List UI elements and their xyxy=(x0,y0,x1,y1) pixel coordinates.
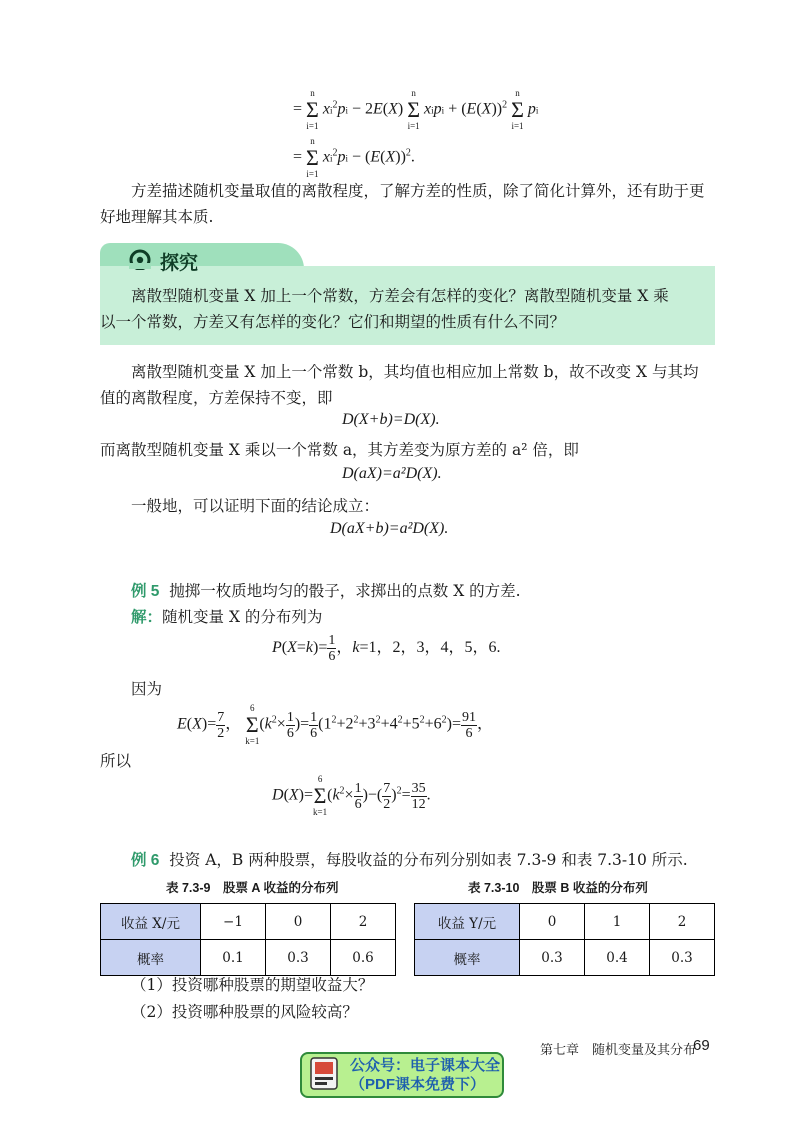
general-conclusion-paragraph: 一般地，可以证明下面的结论成立： xyxy=(131,497,380,515)
table-a-caption: 表 7.3-9 股票 A 收益的分布列 xyxy=(166,881,339,895)
eq-general: D(aX+b)=a²D(X). xyxy=(330,520,449,537)
table-b-cell: 0 xyxy=(520,904,585,940)
table-b-cell: 0.3 xyxy=(650,940,715,976)
variance-equation: D(X)= 6 Σ k=1 ($k^2\times$ $\frac{1}{6}$ )−( $\frac{7}{2}$ )$^2$= $\frac{35}{12}$ . xyxy=(272,774,431,817)
variance-derivation-line1: = n Σ i=1 $xi^2pi - 2E(X)$ n Σ i=1 xipi + $(E(X))^2$ n Σ i=1 pi xyxy=(293,88,539,131)
example6-label: 例 6 xyxy=(131,852,160,869)
add-constant-line1: 离散型随机变量 X 加上一个常数 b，其均值也相应加上常数 b，故不改变 X 与其均 xyxy=(131,363,699,381)
table-b-row-label: 收益 Y/元 xyxy=(415,904,520,940)
table-a-cell: −1 xyxy=(201,904,266,940)
eq-add-constant: D(X+b)=D(X). xyxy=(342,411,440,428)
table-b-cell: 0.3 xyxy=(520,940,585,976)
solution-label: 解： xyxy=(131,609,163,626)
expectation-equation: E(X)= $\frac{7}{2}$ ， 6 Σ k=1 ($k^2\times$ $\frac{1}{6}$ )= $\frac{1}{6}$ $(1^2+2^2+3^2+4^2+5^2+6^2)=$ $\frac{91}{6}$ ， xyxy=(177,703,494,746)
example5-solution xyxy=(131,604,322,631)
table-a-row-label: 概率 xyxy=(101,940,201,976)
example5-text: 抛掷一枚质地均匀的骰子，求掷出的点数 X 的方差. xyxy=(169,582,521,600)
page-number: 69 xyxy=(693,1037,710,1054)
question-1: （1）投资哪种股票的期望收益大？ xyxy=(131,976,374,994)
explore-text-line2: 以一个常数，方差又有怎样的变化？它们和期望的性质有什么不同？ xyxy=(100,313,566,331)
book-icon xyxy=(309,1057,341,1095)
table-b-row-label: 概率 xyxy=(415,940,520,976)
therefore-label: 所以 xyxy=(100,752,132,770)
watermark-line2: （PDF课本免费下） xyxy=(350,1076,486,1093)
table-a-row-probs xyxy=(101,940,396,976)
table-a-cell: 0.1 xyxy=(201,940,266,976)
distribution-equation: P(X=k)= $\frac{1}{6}$ ，k=1，2，3，4，5，6. xyxy=(272,633,501,664)
table-b-cell: 2 xyxy=(650,904,715,940)
watermark-line1: 公众号：电子课本大全 xyxy=(350,1057,501,1074)
eq-multiply-constant: D(aX)=a²D(X). xyxy=(342,465,442,482)
table-a-cell: 2 xyxy=(331,904,396,940)
multiply-constant-paragraph: 而离散型随机变量 X 乘以一个常数 a，其方差变为原方差的 a² 倍，即 xyxy=(100,441,579,459)
example5-label: 例 5 xyxy=(131,583,160,600)
table-b-cell: 1 xyxy=(585,904,650,940)
table-b xyxy=(414,903,715,976)
question-2: （2）投资哪种股票的风险较高？ xyxy=(131,1003,358,1021)
table-a-cell: 0.3 xyxy=(266,940,331,976)
table-a xyxy=(100,903,396,976)
table-a-row-values xyxy=(101,904,396,940)
table-a-cell: 0 xyxy=(266,904,331,940)
because-label: 因为 xyxy=(131,680,163,698)
example6-text: 投资 A，B 两种股票，每股收益的分布列分别如表 7.3-9 和表 7.3-10 所示. xyxy=(169,851,688,869)
table-b-row-probs xyxy=(415,940,715,976)
table-a-row-label: 收益 X/元 xyxy=(101,904,201,940)
example6-statement xyxy=(131,847,688,874)
explore-text-line1: 离散型随机变量 X 加上一个常数，方差会有怎样的变化？离散型随机变量 X 乘 xyxy=(131,287,669,305)
table-b-cell: 0.4 xyxy=(585,940,650,976)
add-constant-line2: 值的离散程度，方差保持不变，即 xyxy=(100,389,333,407)
table-b-row-values xyxy=(415,904,715,940)
intro-paragraph: 方差描述随机变量取值的离散程度，了解方差的性质，除了简化计算外，还有助于更好地理解其本质. xyxy=(100,182,705,226)
table-b-caption: 表 7.3-10 股票 B 收益的分布列 xyxy=(468,881,648,895)
example5-statement xyxy=(131,578,521,605)
solution-text: 随机变量 X 的分布列为 xyxy=(162,608,323,626)
explore-title: 探究 xyxy=(160,253,199,274)
footer-chapter: 第七章 随机变量及其分布 xyxy=(540,1043,697,1058)
explore-icon xyxy=(127,248,153,274)
table-a-cell: 0.6 xyxy=(331,940,396,976)
variance-derivation-line2: = n Σ i=1 $xi^2pi - (E(X))^2$. xyxy=(293,136,415,179)
